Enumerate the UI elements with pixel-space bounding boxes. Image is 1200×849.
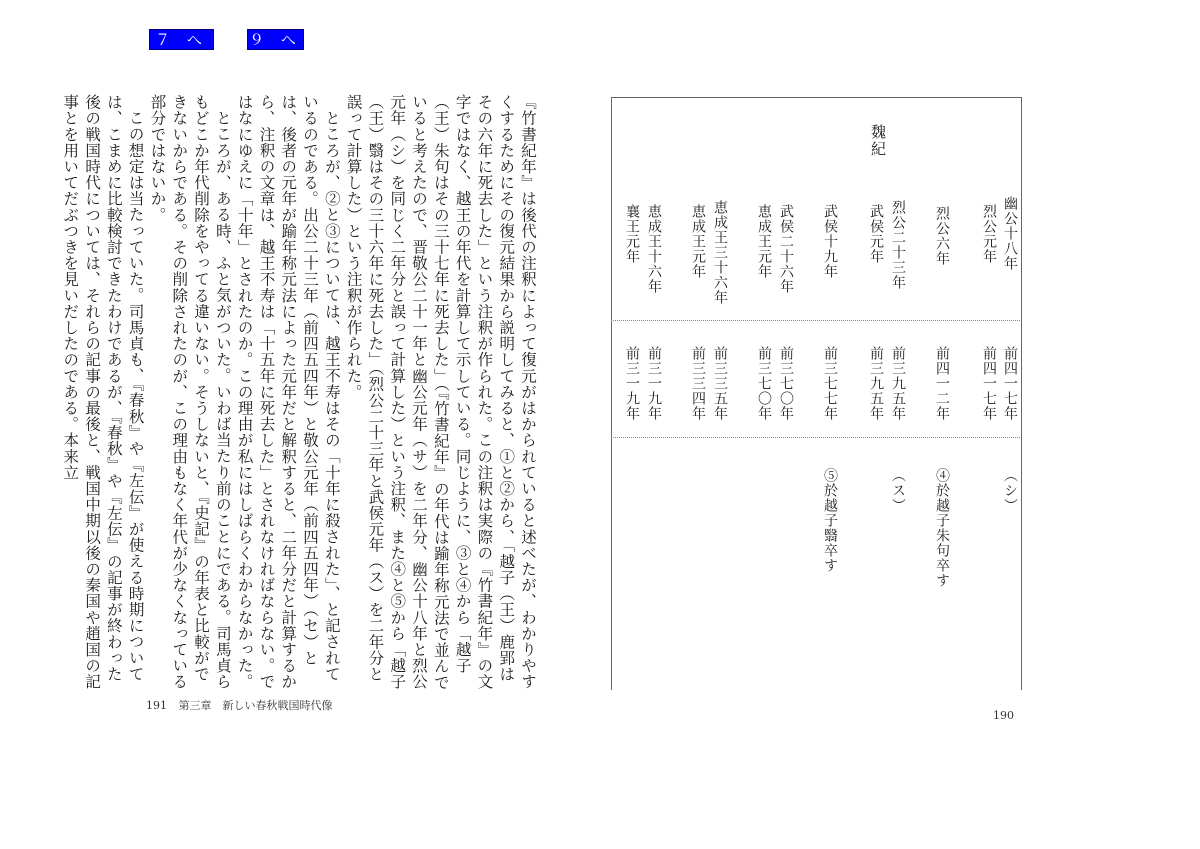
year-cell: 前三七〇年 <box>778 346 794 421</box>
year-cell: 前三三四年 <box>690 346 706 421</box>
reign-cell: 恵成王三十六年 <box>712 200 728 305</box>
year-cell: 前四一七年 <box>981 346 997 421</box>
chronology-table-frame <box>611 97 1022 690</box>
year-cell: 前四一七年 <box>1002 346 1018 421</box>
reign-cell: 武侯十九年 <box>822 204 838 279</box>
paragraph: ところが、ある時、ふと気がついた。いわば当たり前のことにである。司馬貞らもどこか年代削除をやってる違いない。そうしないと、『史記』の年表と比較ができないからである。その削除されたのが、この理由もなく年代が少なくなっている部分ではないか。 <box>148 94 232 690</box>
left-page-body <box>61 94 538 694</box>
year-cell: 前三三五年 <box>712 346 728 421</box>
table-divider <box>611 437 1020 438</box>
section-label: 魏紀 <box>869 124 887 158</box>
left-page-number: 191 <box>146 699 167 712</box>
right-page-number: 190 <box>993 709 1014 722</box>
reign-cell: 武侯二十六年 <box>778 204 794 294</box>
year-cell: 前三九五年 <box>868 346 884 421</box>
reign-cell: 恵成王元年 <box>690 204 706 279</box>
next-page-button[interactable]: ９ へ <box>247 29 304 50</box>
paragraph: ところが、②と③については、越王不寿はその「十年に殺された」、と記されているのである。出公二十三年（前四五四年）と敬公元年（前四五四年）（セ）とは、後者の元年が踰年称元法によった元年だと解釈すると、二年分だと計算するから、注釈の文章は、越王不寿は「十五年に死去した」とされなければならない。ではなにゆえに「十年」とされたのか。この理由が私にはしばらくわからなかった。 <box>235 94 341 690</box>
chapter-title: 第三章 新しい春秋戦国時代像 <box>178 699 333 712</box>
reign-cell: 幽公十八年 <box>1002 196 1018 271</box>
note-cell: （シ） <box>1002 468 1018 513</box>
year-cell: 前三九五年 <box>890 346 906 421</box>
reign-cell: 恵成王元年 <box>756 204 772 279</box>
reign-cell: 烈公元年 <box>981 204 997 264</box>
paragraph: 『竹書紀年』は後代の注釈によって復元がはかられていると述べたが、わかりやすくするためにその復元結果から説明してみると、①と②から、「越子（王）鹿郢はその六年に死去した」という注釈が作られた。この注釈は実際の『竹書紀年』の文字ではなく、越王の年代を計算して示している。同じように、③と④から「越子（王）朱句はその三十七年に死去した」（『竹書紀年』の年代は踰年称元法で並んでいると考えたので、晋敬公二十一年と幽公元年（サ）を二年分、幽公十八年と烈公元年（シ）を同じく二年分と誤って計算した）という注釈、また④と⑤から「越子（王）翳はその三十六年に死去した」（烈公二十三年と武侯元年（ス）を二年分と誤って計算した）という注釈が作られた。 <box>344 94 537 691</box>
year-cell: 前三七〇年 <box>756 346 772 421</box>
reign-cell: 恵成王十六年 <box>646 204 662 294</box>
paragraph: この想定は当たっていた。司馬貞も、『春秋』や『左伝』が使える時期については、こまめに比較検討できたわけであるが、『春秋』や『左伝』の記事が終わった後の戦国時代については、それらの記事の最後と、戦国中期以後の秦国や趙国の記事とを用いてだぶつきを見いだしたのである。本来立 <box>61 94 145 690</box>
year-cell: 前三一九年 <box>624 346 640 421</box>
reign-cell: 烈公六年 <box>934 206 950 266</box>
reign-cell: 武侯元年 <box>868 204 884 264</box>
year-cell: 前三七七年 <box>822 346 838 421</box>
year-cell: 前四一二年 <box>934 346 950 421</box>
note-cell: （ス） <box>890 468 906 513</box>
prev-page-button[interactable]: ７ へ <box>149 29 214 50</box>
left-page-footer <box>146 697 341 713</box>
note-cell: ④於越子朱句卒す <box>934 468 950 588</box>
year-cell: 前三一九年 <box>646 346 662 421</box>
reign-cell: 襄王元年 <box>624 204 640 264</box>
reign-cell: 烈公二十三年 <box>890 200 906 290</box>
table-divider <box>611 320 1020 321</box>
note-cell: ⑤於越子翳卒す <box>822 468 838 573</box>
